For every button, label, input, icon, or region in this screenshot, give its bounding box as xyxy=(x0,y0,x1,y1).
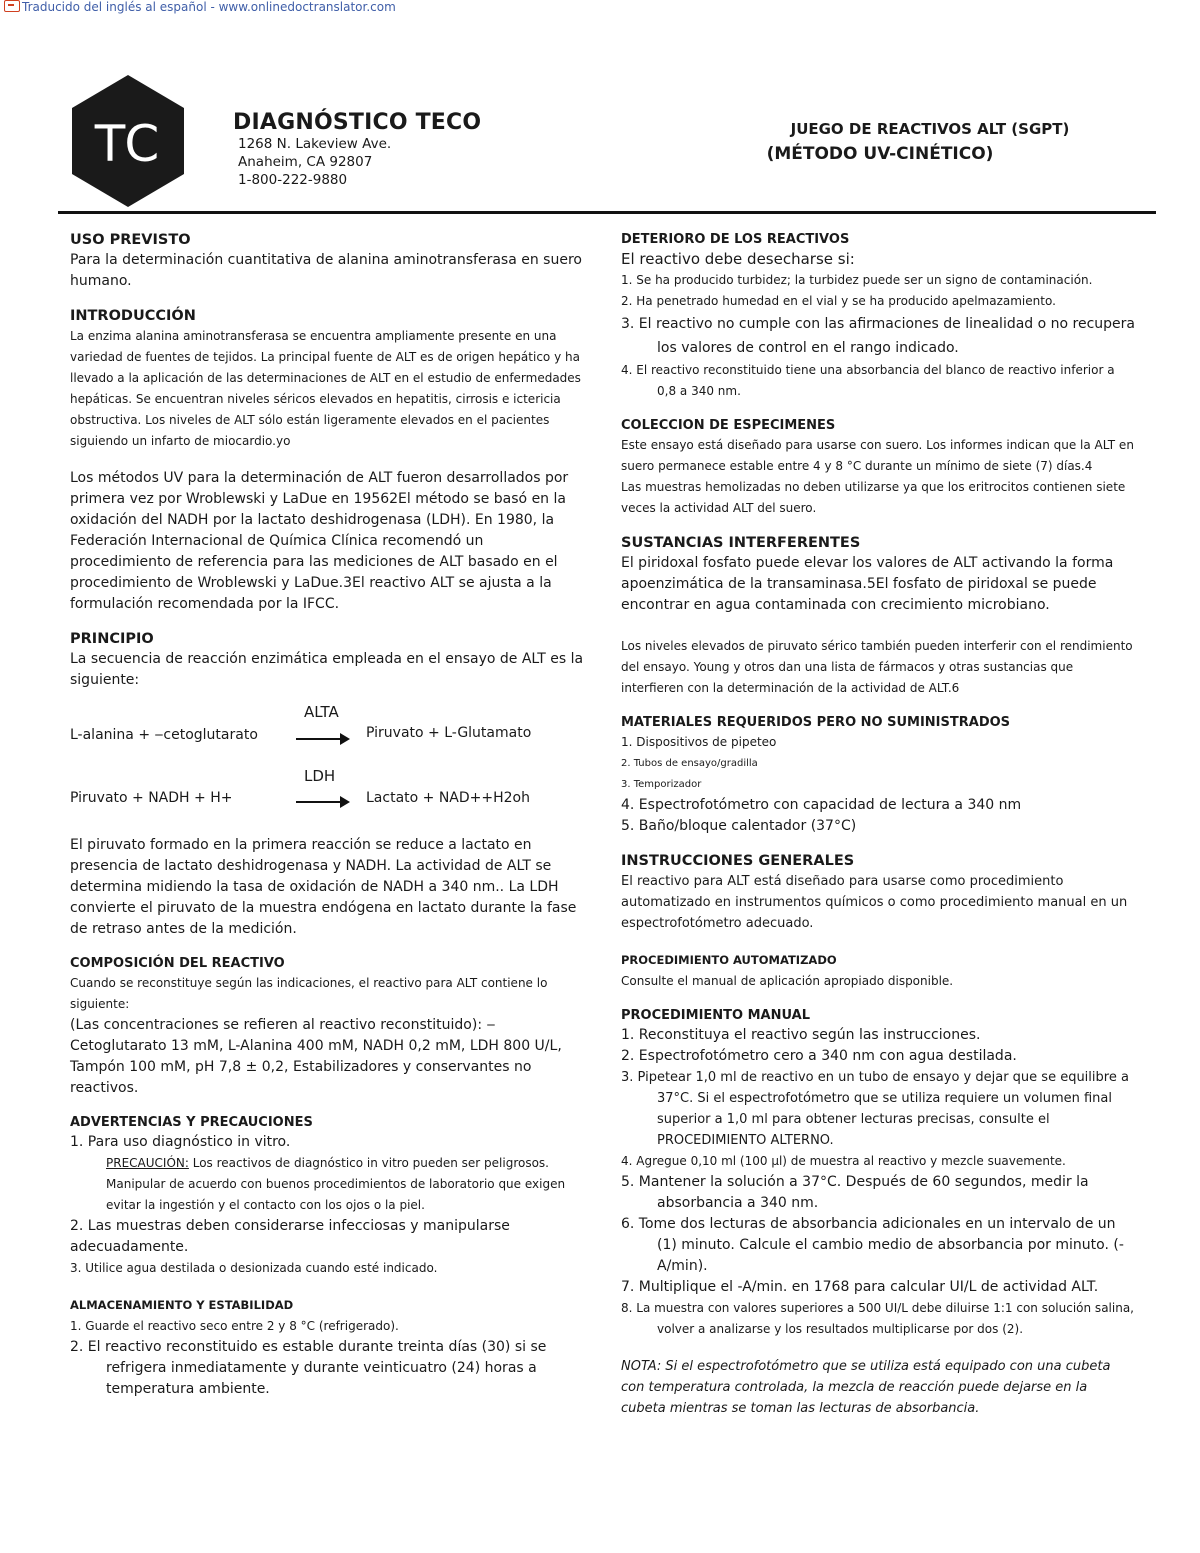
advert-item-2: 2. Las muestras deben considerarse infecciosas y manipularse adecuadamente. xyxy=(70,1218,510,1255)
manual-step-6: 6. Tome dos lecturas de absorbancia adicionales en un intervalo de un (1) minuto. Calcule el cambio medio de absorbancia por minuto. (-A/min). xyxy=(621,1216,1124,1274)
materiales-item-5: 5. Baño/bloque calentador (37°C) xyxy=(621,818,857,834)
reaction2-arrow xyxy=(296,801,346,803)
section-automatizado xyxy=(621,950,1136,992)
principio-explanation: El piruvato formado en la primera reacción se reduce a lactato en presencia de lactato deshidrogenasa y NADH. La actividad de ALT se determina midiendo la tasa de oxidación de NADH a 340 nm.. La LDH convierte el piruvato de la muestra endógena en lactato durante la fase de retraso antes de la medición. xyxy=(70,837,577,937)
section-almacenamiento xyxy=(70,1295,585,1400)
heading-coleccion: COLECCION DE ESPECIMENES xyxy=(621,418,836,433)
reaction2-substrates: Piruvato + NADH + H+ xyxy=(70,790,233,806)
reaction1-arrow xyxy=(296,738,346,740)
translate-icon xyxy=(4,0,20,12)
deterioro-item-3: 3. El reactivo no cumple con las afirmaciones de linealidad o no recupera los valores de control en el rango indicado. xyxy=(621,316,1136,356)
section-deterioro xyxy=(621,232,1136,402)
generales-text: El reactivo para ALT está diseñado para usarse como procedimiento automatizado en instrumentos químicos o como procedimiento manual en un espectrofotómetro adecuado. xyxy=(621,874,1128,931)
document-title: JUEGO DE REACTIVOS ALT (SGPT) xyxy=(790,120,1070,138)
heading-generales: INSTRUCCIONES GENERALES xyxy=(621,853,855,869)
section-coleccion xyxy=(621,418,1136,519)
right-column xyxy=(621,232,1136,1419)
banner-text: Traducido del inglés al español - www.onlinedoctranslator.com xyxy=(22,0,396,14)
section-principio xyxy=(70,631,585,940)
manual-step-8: 8. La muestra con valores superiores a 500 UI/L debe diluirse 1:1 con solución salina, volver a analizarse y los resultados multiplicarse por dos (2). xyxy=(621,1301,1134,1336)
materiales-item-3: 3. Temporizador xyxy=(621,779,702,790)
heading-sustancias: SUSTANCIAS INTERFERENTES xyxy=(621,535,861,551)
teco-logo xyxy=(72,75,184,207)
logo-letters: TC xyxy=(94,115,162,173)
advert-item-3: 3. Utilice agua destilada o desionizada cuando esté indicado. xyxy=(70,1261,438,1275)
manual-step-7: 7. Multiplique el -A/min. en 1768 para calcular UI/L de actividad ALT. xyxy=(621,1279,1099,1295)
heading-advertencias: ADVERTENCIAS Y PRECAUCIONES xyxy=(70,1115,313,1130)
caution-label: PRECAUCIÓN: xyxy=(106,1156,189,1170)
header-divider xyxy=(58,211,1156,214)
reaction-scheme xyxy=(70,701,585,827)
deterioro-lead: El reactivo debe desecharse si: xyxy=(621,250,855,268)
sustancias-text-2: Los niveles elevados de piruvato sérico también pueden interferir con el rendimiento del ensayo. Young y otros dan una lista de fármacos y otras sustancias que interfieren con la determinación de la actividad de ALT.6 xyxy=(621,639,1133,695)
company-phone: 1-800-222-9880 xyxy=(238,172,348,188)
manual-step-1: 1. Reconstituya el reactivo según las instrucciones. xyxy=(621,1027,981,1043)
heading-materiales: MATERIALES REQUERIDOS PERO NO SUMINISTRADOS xyxy=(621,715,1011,730)
heading-introduccion: INTRODUCCIÓN xyxy=(70,308,196,324)
manual-step-4: 4. Agregue 0,10 ml (100 µl) de muestra al reactivo y mezcle suavemente. xyxy=(621,1154,1066,1168)
section-generales xyxy=(621,853,1136,934)
company-name: DIAGNÓSTICO TECO xyxy=(233,110,482,135)
section-introduccion xyxy=(70,308,585,615)
nota: NOTA: Si el espectrofotómetro que se utiliza está equipado con una cubeta con temperatura controlada, la mezcla de reacción puede dejarse en la cubeta mientras se toman las lecturas de absorbancia. xyxy=(621,1359,1111,1416)
reaction1-products: Piruvato + L-Glutamato xyxy=(366,725,532,741)
heading-automatizado: PROCEDIMIENTO AUTOMATIZADO xyxy=(621,953,837,967)
heading-principio: PRINCIPIO xyxy=(70,631,154,647)
almac-item-2: 2. El reactivo reconstituido es estable durante treinta días (30) si se refrigera inmediatamente y durante veinticuatro (24) horas a temperatura ambiente. xyxy=(70,1339,547,1397)
section-uso-previsto xyxy=(70,232,585,292)
deterioro-item-1: 1. Se ha producido turbidez; la turbidez puede ser un signo de contaminación. xyxy=(621,273,1093,287)
left-column xyxy=(70,232,585,1416)
almac-item-1: 1. Guarde el reactivo seco entre 2 y 8 °C (refrigerado). xyxy=(70,1319,399,1333)
heading-composicion: COMPOSICIÓN DEL REACTIVO xyxy=(70,956,285,971)
caution-note xyxy=(70,1153,585,1216)
address-street: 1268 N. Lakeview Ave. xyxy=(238,136,392,152)
principio-intro: La secuencia de reacción enzimática empleada en el ensayo de ALT es la siguiente: xyxy=(70,651,584,688)
reaction2-products: Lactato + NAD++H2oh xyxy=(366,790,530,806)
heading-manual: PROCEDIMIENTO MANUAL xyxy=(621,1008,810,1023)
section-sustancias xyxy=(621,535,1136,699)
section-composicion xyxy=(70,956,585,1099)
manual-step-3: 3. Pipetear 1,0 ml de reactivo en un tubo de ensayo y dejar que se equilibre a 37°C. Si el espectrofotómetro que se utiliza requiere un volumen final superior a 1,0 ml para obtener lecturas precisas, consulte el PROCEDIMIENTO ALTERNO. xyxy=(621,1070,1129,1148)
sustancias-text-1: El piridoxal fosfato puede elevar los valores de ALT activando la forma apoenzimática de la transaminasa.5El fosfato de piridoxal se puede encontrar en agua contaminada con crecimiento microbiano. xyxy=(621,555,1114,613)
materiales-item-1: 1. Dispositivos de pipeteo xyxy=(621,735,777,749)
address-city: Anaheim, CA 92807 xyxy=(238,154,373,170)
reaction1-enzyme: ALTA xyxy=(304,703,339,721)
intro-paragraph-1: La enzima alanina aminotransferasa se encuentra ampliamente presente en una variedad de fuentes de tejidos. La principal fuente de ALT es de origen hepático y ha llevado a la aplicación de las determinaciones de ALT en el estudio de enfermedades hepáticas. Se encuentran niveles séricos elevados en hepatitis, cirrosis e ictericia obstructiva. Los niveles de ALT sólo están ligeramente elevados en el pacientes siguiendo un infarto de miocardio.yo xyxy=(70,329,581,448)
intro-paragraph-2: Los métodos UV para la determinación de ALT fueron desarrollados por primera vez por Wroblewski y LaDue en 19562El método se basó en la oxidación del NADH por la lactato deshidrogenasa (LDH). En 1980, la Federación Internacional de Química Clínica recomendó un procedimiento de referencia para las mediciones de ALT basado en el procedimiento de Wroblewski y LaDue.3El reactivo ALT se ajusta a la formulación recomendada por la IFCC. xyxy=(70,470,569,612)
automatizado-text: Consulte el manual de aplicación apropiado disponible. xyxy=(621,974,954,988)
composicion-list: (Las concentraciones se refieren al reactivo reconstituido): ‒Cetoglutarato 13 mM, L-Alanina 400 mM, NADH 0,2 mM, LDH 800 U/L, Tampón 100 mM, pH 7,8 ± 0,2, Estabilizadores y conservantes no reactivos. xyxy=(70,1017,562,1096)
uso-text: Para la determinación cuantitativa de alanina aminotransferasa en suero humano. xyxy=(70,252,582,289)
coleccion-text-1: Este ensayo está diseñado para usarse con suero. Los informes indican que la ALT en suero permanece estable entre 4 y 8 °C durante un mínimo de siete (7) días.4 xyxy=(621,438,1134,473)
heading-deterioro: DETERIORO DE LOS REACTIVOS xyxy=(621,232,850,247)
caution-text: Los reactivos de diagnóstico in vitro pueden ser peligrosos. Manipular de acuerdo con buenos procedimientos de laboratorio que exigen evitar la ingestión y el contacto con los ojos o la piel. xyxy=(106,1156,566,1212)
heading-uso-previsto: USO PREVISTO xyxy=(70,232,191,248)
reaction2-enzyme: LDH xyxy=(304,767,336,785)
reaction1-substrates: L-alanina + ‒cetoglutarato xyxy=(70,727,258,743)
composicion-intro: Cuando se reconstituye según las indicaciones, el reactivo para ALT contiene lo siguiente: xyxy=(70,976,548,1011)
coleccion-text-2: Las muestras hemolizadas no deben utilizarse ya que los eritrocitos contienen siete veces la actividad ALT del suero. xyxy=(621,480,1126,515)
section-manual xyxy=(621,1008,1136,1340)
company-address xyxy=(238,135,391,189)
materiales-item-4: 4. Espectrofotómetro con capacidad de lectura a 340 nm xyxy=(621,797,1022,813)
deterioro-item-4: 4. El reactivo reconstituido tiene una absorbancia del blanco de reactivo inferior a 0,8 a 340 nm. xyxy=(621,363,1115,398)
deterioro-item-2: 2. Ha penetrado humedad en el vial y se ha producido apelmazamiento. xyxy=(621,294,1056,308)
translator-banner[interactable] xyxy=(4,0,396,14)
document-subtitle: (MÉTODO UV-CINÉTICO) xyxy=(766,144,994,164)
manual-step-5: 5. Mantener la solución a 37°C. Después de 60 segundos, medir la absorbancia a 340 nm. xyxy=(621,1174,1089,1211)
heading-almacenamiento: ALMACENAMIENTO Y ESTABILIDAD xyxy=(70,1298,294,1312)
manual-step-2: 2. Espectrofotómetro cero a 340 nm con agua destilada. xyxy=(621,1048,1017,1064)
section-materiales xyxy=(621,715,1136,837)
section-advertencias xyxy=(70,1115,585,1279)
advert-item-1: 1. Para uso diagnóstico in vitro. xyxy=(70,1134,291,1150)
materiales-item-2: 2. Tubos de ensayo/gradilla xyxy=(621,758,758,769)
